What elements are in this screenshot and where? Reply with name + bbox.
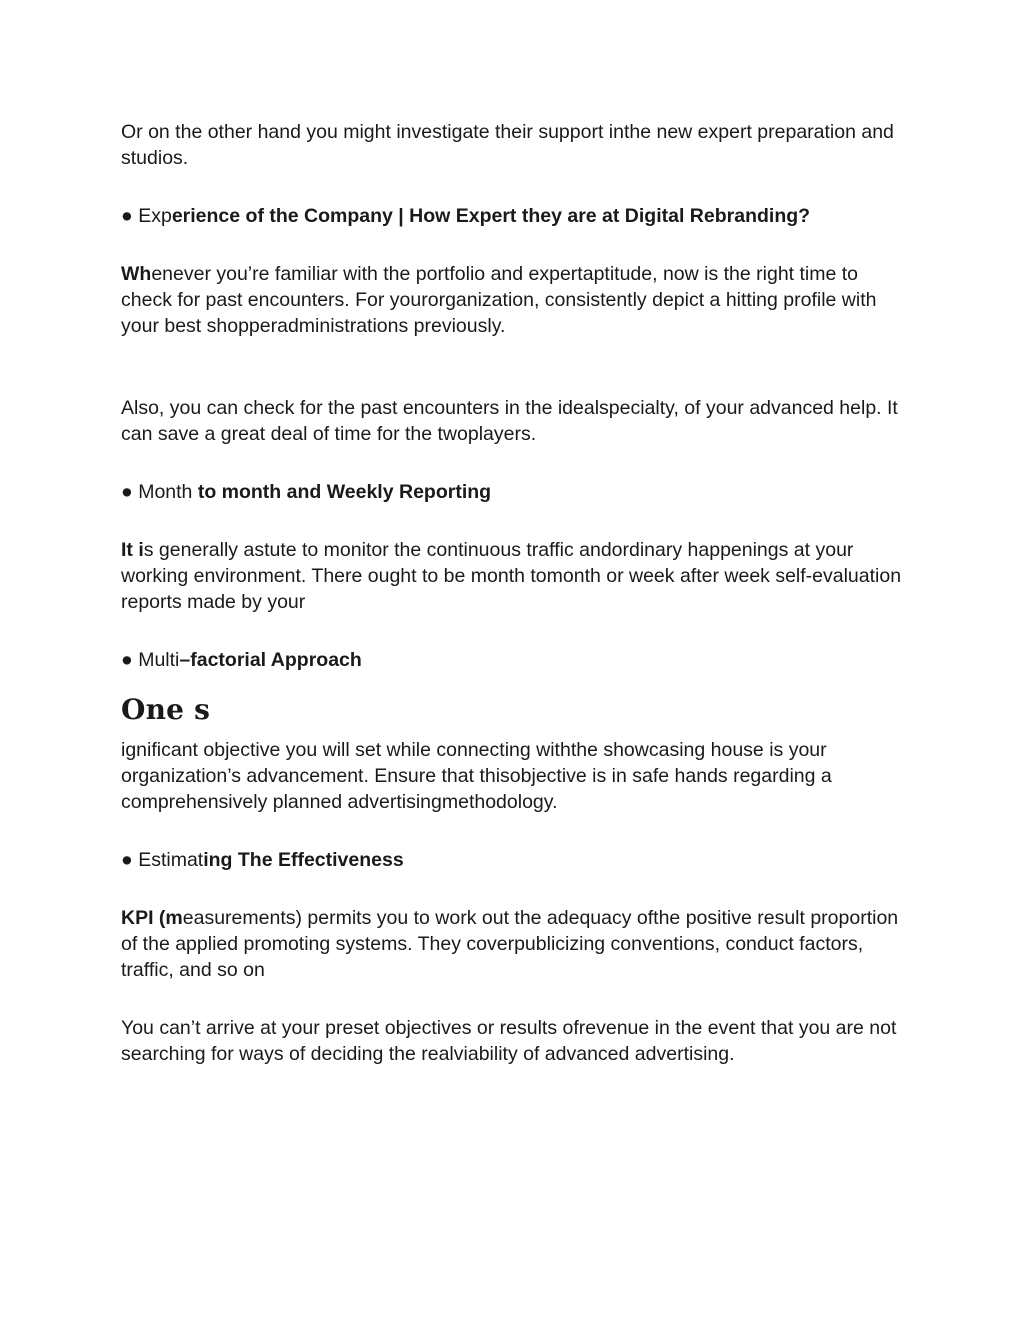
bullet-effectiveness-mid: at [186,849,204,871]
paragraph-kpi [121,905,911,983]
paragraph-portfolio-text: enever you’re familiar with the portfolio and expertaptitude, now is the right time to check for past encounters. For yourorganization, consistently depict a hitting profile with your best shopperadministrations previously. [121,263,877,337]
section-heading: One s [121,693,211,726]
bullet-reporting-mid: th [176,481,193,503]
paragraph-intro: Or on the other hand you might investigate their support inthe new expert preparation and studios. [121,121,894,169]
document-page [121,119,911,1067]
bullet-effectiveness-lead: ● Estim [121,849,187,871]
bullet-effectiveness-title: ing The Effectiveness [203,849,404,871]
paragraph-monitoring-text: s generally astute to monitor the continuous traffic andordinary happenings at your working environment. There ought to be month tomonth or week after week self-evaluation reports made by your [121,539,902,613]
bullet-reporting [121,479,911,505]
paragraph-objectives: You can’t arrive at your preset objectives or results ofrevenue in the event that you are not searching for ways of deciding the realviability of advanced advertising. [121,1017,897,1065]
paragraph-monitoring-lead: It i [121,539,144,561]
paragraph-kpi-lead: KPI (m [121,907,183,929]
paragraph-objective: ignificant objective you will set while connecting withthe showcasing house is your organization’s advancement. Ensure that thisobjective is in safe hands regarding a comprehensively planned advertisingmethodology. [121,739,832,813]
paragraph-portfolio [121,261,911,339]
paragraph-past-encounters: Also, you can check for the past encounters in the idealspecialty, of your advanced help. It can save a great deal of time for the twoplayers. [121,397,898,445]
paragraph-kpi-text: easurements) permits you to work out the adequacy ofthe positive result proportion of the applied promoting systems. They coverpublicizing conventions, conduct factors, traffic, and so on [121,907,899,981]
bullet-reporting-lead: ● Mon [121,481,177,503]
bullet-experience-mid: p [160,205,172,227]
bullet-approach-lead: ● Mult [121,649,176,671]
bullet-experience-lead: ● Ex [121,205,161,227]
bullet-reporting-title: to month and Weekly Reporting [192,481,492,503]
bullet-experience [121,203,911,229]
bullet-approach [121,647,911,673]
bullet-experience-title: erience of the Company | How Expert they are at Digital Rebranding? [171,205,811,227]
bullet-effectiveness [121,847,911,873]
paragraph-portfolio-lead: Wh [121,263,152,285]
paragraph-monitoring [121,537,911,615]
bullet-approach-title: –factorial Approach [179,649,362,671]
bullet-approach-mid: i [175,649,180,671]
